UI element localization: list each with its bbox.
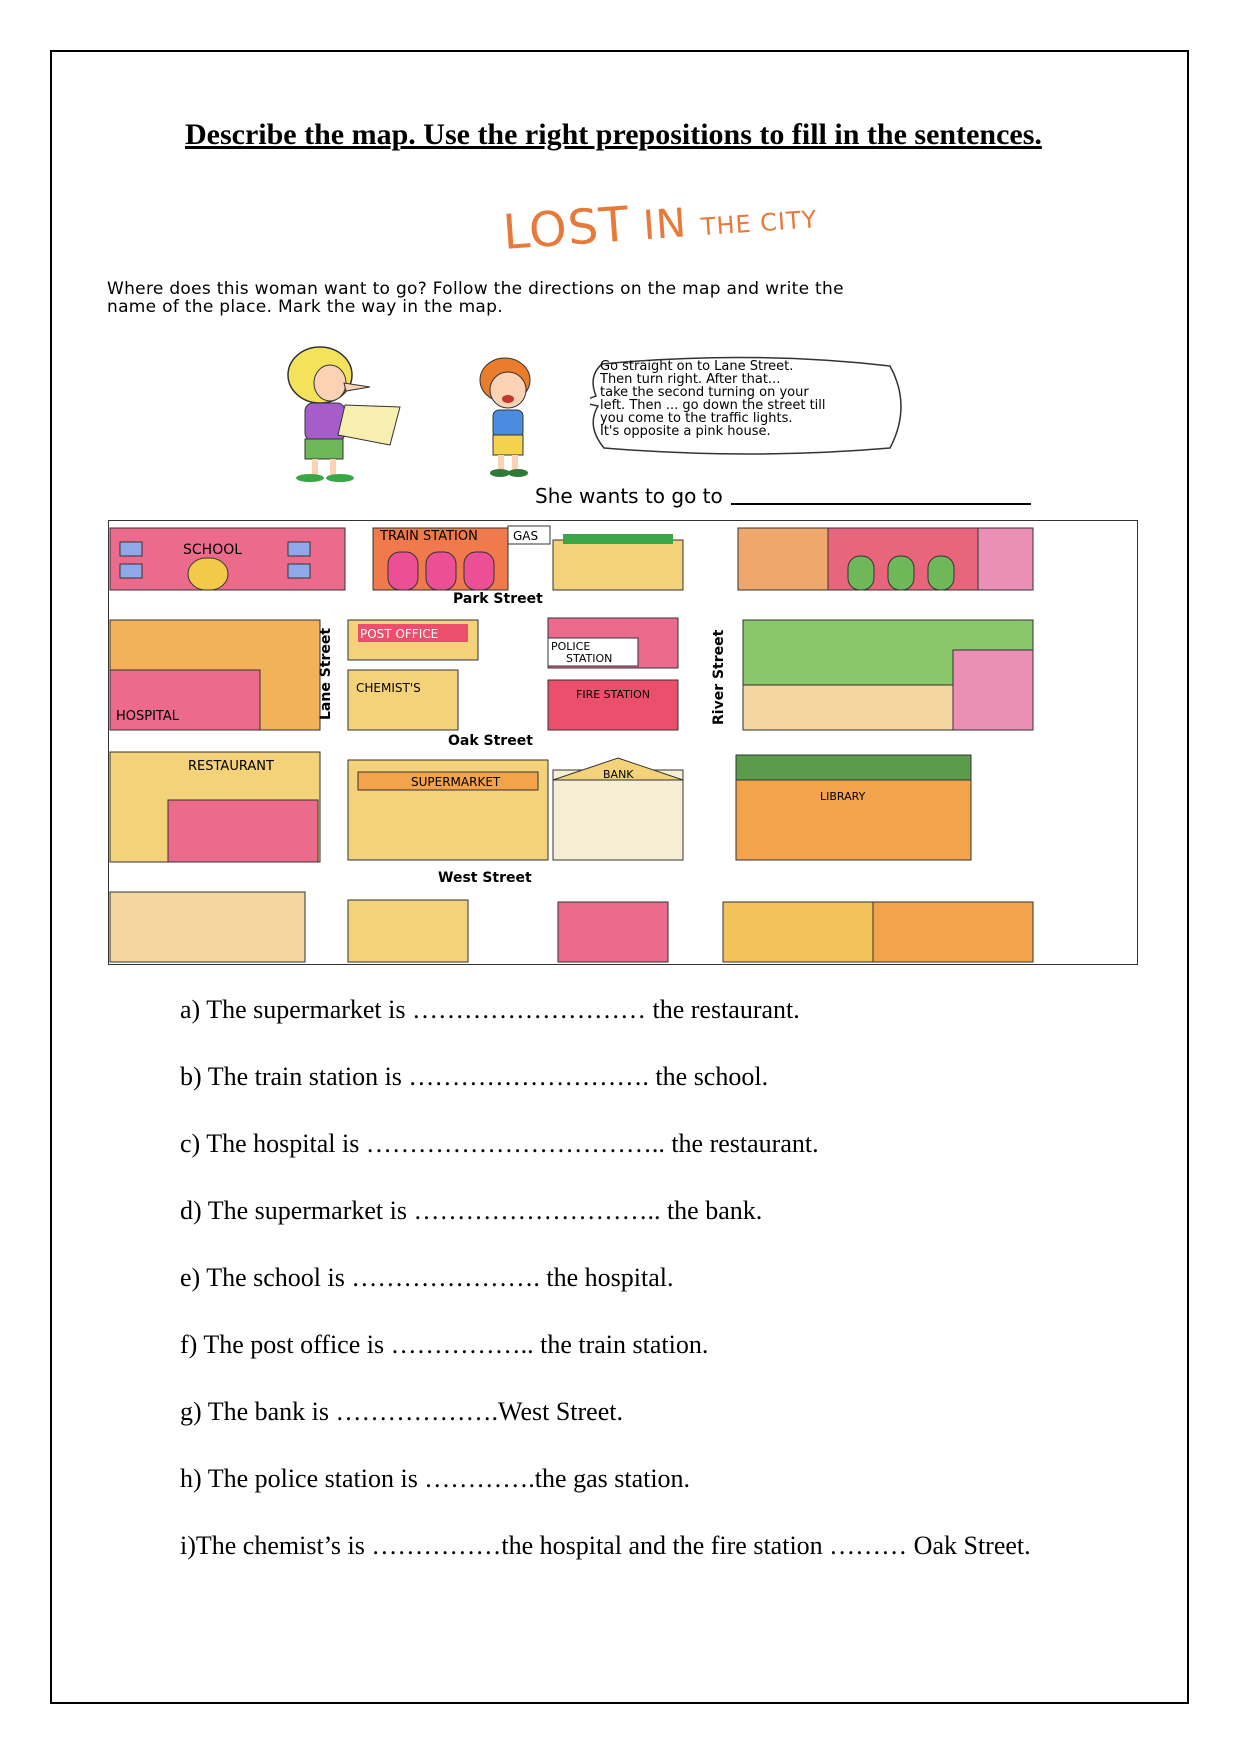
question-b: b) The train station is ………………………. the school. [180,1062,769,1091]
fire-station-label: FIRE STATION [576,688,651,701]
oak-street-label: Oak Street [448,733,533,749]
answer-prompt-label: She wants to go to [535,484,723,508]
city-map [108,520,1138,965]
row1-right-buildings [738,528,1033,590]
train-station-label: TRAIN STATION [380,529,478,544]
answer-blank-line[interactable] [731,503,1031,505]
bank-building [553,758,683,860]
question-f: f) The post office is …………….. the train station. [180,1330,709,1359]
restaurant-building [110,752,320,862]
police-station-building [548,618,678,668]
supermarket-building [348,760,548,860]
library-label: LIBRARY [820,790,866,803]
police-label-1: POLICE [551,640,591,653]
post-office-label: POST OFFICE [360,627,439,641]
question-c: c) The hospital is …………………………….. the restaurant. [180,1129,819,1158]
lane-street-label: Lane Street [318,627,334,720]
chemists-building [348,670,458,730]
restaurant-label: RESTAURANT [188,759,274,774]
library-building [736,755,971,860]
speech-bubble-text: Go straight on to Lane Street. Then turn right. After that... take the second turning on your left. Then ... go down the street till you come to the traffic lights. It's opposite a pink house. [600,359,826,439]
school-building [110,528,345,590]
park-street-label: Park Street [453,591,543,607]
gas-label: GAS [513,529,539,543]
characters-illustration [260,335,560,485]
fire-station-building [548,680,678,730]
police-label-2: STATION [566,652,613,665]
woman-with-map-illustration [288,347,400,482]
question-h: h) The police station is ………….the gas station. [180,1464,691,1493]
river-street-label: River Street [711,629,727,725]
questions-list [180,995,1180,1598]
instructions-line-2: name of the place. Mark the way in the map. [107,297,503,317]
question-g: g) The bank is ……………….West Street. [180,1397,623,1426]
train-station-building [373,528,508,590]
chemists-label: CHEMIST'S [356,681,421,695]
answer-prompt [535,484,1031,508]
lost-in-the-city-logo: LOST IN THE CITY [501,196,819,261]
supermarket-label: SUPERMARKET [411,775,501,789]
question-d: d) The supermarket is ……………………….. the bank. [180,1196,763,1225]
instructions-line-1: Where does this woman want to go? Follow the directions on the map and write the [107,279,844,299]
park-and-houses [743,620,1033,730]
west-street-label: West Street [438,870,532,886]
hospital-label: HOSPITAL [116,709,180,724]
bottom-buildings [110,892,1033,962]
question-a: a) The supermarket is ……………………… the restaurant. [180,995,800,1024]
hospital-building [110,620,320,730]
school-label: SCHOOL [183,542,243,558]
bank-label: BANK [603,768,634,781]
worksheet-title: Describe the map. Use the right prepositions to fill in the sentences. [185,118,1042,151]
boy-illustration [480,358,530,477]
instructions [107,280,1127,316]
question-i: i)The chemist’s is ……………the hospital and the fire station ……… Oak Street. [180,1531,1031,1560]
post-office-building [348,620,478,660]
question-e: e) The school is …………………. the hospital. [180,1263,674,1292]
